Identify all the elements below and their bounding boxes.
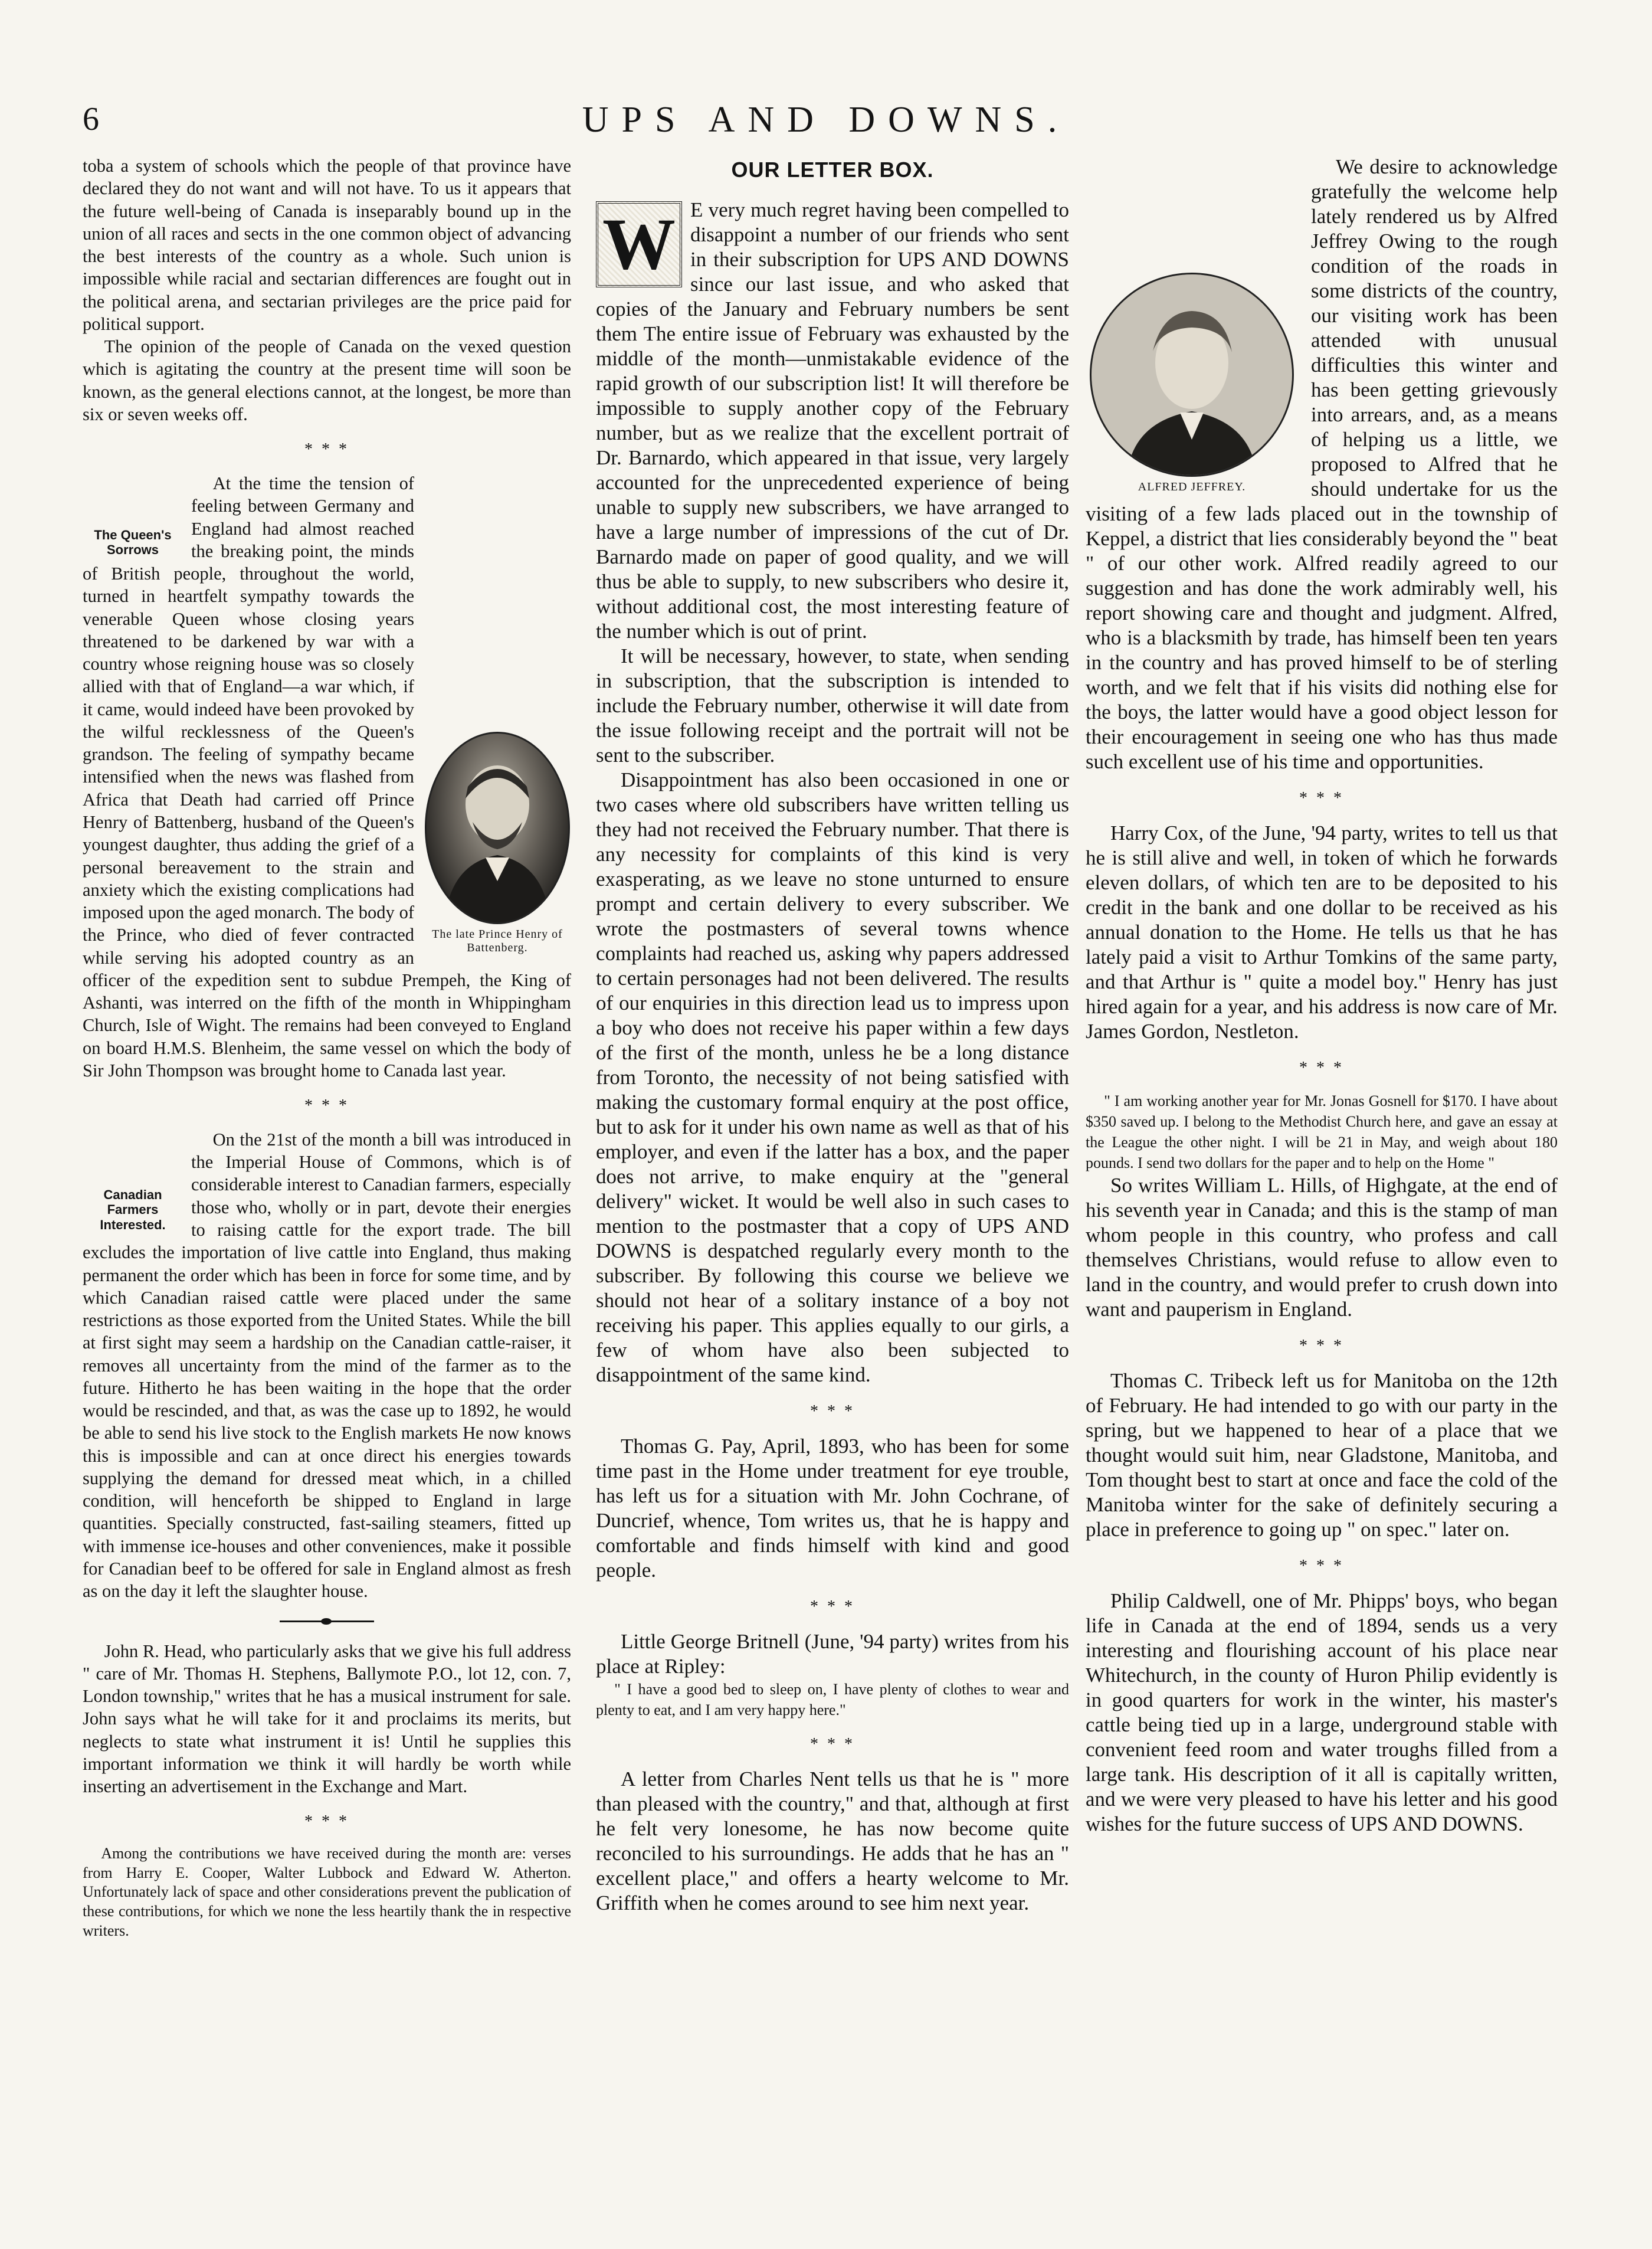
portrait-caption: The late Prince Henry of Battenberg. — [432, 927, 563, 954]
column-right — [1086, 155, 1558, 1836]
paragraph: The opinion of the people of Canada on the vexed question which is agitating the country at the present time will soon be known, as the general elections cannot, at the longest, be more than six or seven weeks off. — [83, 336, 571, 424]
paragraph: toba a system of schools which the people of that province have declared they do not want and will not have. To us it appears that the future well-being of Canada is inseparably bound up in the union of all races and sects in the one common object of advancing the best interests of the country as a whole. Such union is impossible while racial and sectarian differences are fought out in the political arena, and sectarian privileges are the price paid for political support. — [83, 156, 571, 334]
paragraph: A letter from Charles Nent tells us that he is " more than pleased with the country," and that, although at first he felt very lonesome, he has now become quite reconciled to his surroundings. He adds that he has an " excellent place," and offers a hearty welcome to Mr. Griffith when he comes around to see him next year. — [596, 1767, 1069, 1914]
section-separator: * * * — [1299, 789, 1344, 807]
masthead-title: UPS AND DOWNS. — [582, 100, 1070, 140]
paragraph: Thomas C. Tribeck left us for Manitoba on the 12th of February. He had intended to go with our party in the spring, but we happened to hear of a place that we thought would suit him, near Gladstone, Manitoba, and Tom thought best to start at once and face the cold of the Manitoba winter for the sake of definitely securing a place in preference to going up " on spec." later on. — [1086, 1369, 1558, 1541]
section-separator: * * * — [1299, 1556, 1344, 1575]
sidenote-canadian-farmers: Canadian Farmers Interested. — [100, 1187, 166, 1232]
section-separator: * * * — [810, 1734, 855, 1753]
divider-rule — [280, 1621, 374, 1622]
portrait-caption: ALFRED JEFFREY. — [1138, 480, 1246, 493]
section-separator: * * * — [1299, 1058, 1344, 1077]
section-separator: * * * — [304, 440, 349, 459]
paragraph: Philip Caldwell, one of Mr. Phipps' boys, who began life in Canada at the end of 1894, sends us a very interesting and flourishing account of his place near Whitechurch, in the county of Huron Philip evidently is in good quarters for work in the winter, his master's cattle being tied up in a large, underground stable with convenient feed room and water troughs filled from a large tank. His description of it all is capitally written, and we were very pleased to have his letter and his good wishes for the future success of UPS AND DOWNS. — [1086, 1589, 1558, 1835]
paragraph: So writes William L. Hills, of Highgate, at the end of his seventh year in Canada; and this is the stamp of man whom people in this country, who profess and call themselves Christians, would refuse to allow even to land in the country, and would prefer to crush down into want and pauperism in England. — [1086, 1173, 1558, 1321]
column-middle — [596, 155, 1069, 1916]
portrait-image — [1090, 273, 1294, 477]
paragraph: Thomas G. Pay, April, 1893, who has been for some time past in the Home under treatment for eye trouble, has left us for a situation with Mr. John Cochrane, of Duncrief, whence, Tom writes us, that he is happy and comfortable and finds himself with kind and good people. — [596, 1434, 1069, 1582]
paragraph: John R. Head, who particularly asks that we give his full address " care of Mr. Thomas H. Stephens, Ballymote P.O., lot 12, con. 7, London township," writes that he has a musical instrument for sale. John says what he will take for it and proclaims its merits, but neglects to state what instrument it is! Until he supplies this important information we think it will hardly be worth while inserting an advertisement in the Exchange and Mart. — [83, 1641, 571, 1797]
portrait-image — [425, 732, 570, 924]
portrait-illustration — [1092, 274, 1292, 475]
section-separator: * * * — [1299, 1336, 1344, 1355]
page-number: 6 — [83, 101, 99, 138]
paragraph: Among the contributions we have received during the month are: verses from Harry E. Cooper, Walter Lubbock and Edward W. Atherton. Unfortunately lack of space and other considerations prevent the publication of these contributions, for which we none the less heartily thank the in respective writers. — [83, 1845, 571, 1939]
section-title-letter-box: OUR LETTER BOX. — [731, 158, 934, 182]
section-separator: * * * — [304, 1096, 349, 1115]
paragraph: Harry Cox, of the June, '94 party, writes to tell us that he is still alive and well, in token of which he forwards eleven dollars, of which ten are to be deposited to his credit in the bank and one dollar to be received as his annual donation to the Home. He tells us that he has lately paid a visit to Arthur Tomkins of the same party, and that Arthur is " quite a model boy." Henry has just hired again for a year, and his address is now care of Mr. James Gordon, Nestleton. — [1086, 821, 1558, 1043]
portrait-alfred-jeffrey — [1086, 273, 1298, 494]
paragraph: E very much regret having been compelled to disappoint a number of our friends who sent in their subscription for UPS AND DOWNS since our last issue, and who asked that copies of the January and February numbers be sent them The entire issue of February was exhausted by the middle of the month—unmistakable evidence of the rapid growth of our subscription list! It will therefore be impossible to supply another copy of the February number, but as we realize that the excellent portrait of Dr. Barnardo, which appeared in that issue, very largely accounted for the unprecedented experience of being unable to supply new subscribers, we have arranged to have a large number of impressions of the cut of Dr. Barnardo made on paper of good quality, and we will thus be able to supply, to new subscribers who desire it, without additional cost, the most interesting feature of the number which is out of print. — [596, 198, 1069, 643]
paragraph: Disappointment has also been occasioned in one or two cases where old subscribers have written telling us they had not received the February number. That there is any necessity for complaints of this kind is very exasperating, as we leave no stone unturned to ensure prompt and certain delivery to every subscriber. We wrote the postmasters of several towns whence complaints had reached us, asking why papers addressed to certain personages had not been delivered. The results of our enquiries in this direction lead us to impress upon a boy who does not receive his paper within a few days of the first of the month, unless he be a long distance from Toronto, the necessity of not being satisfied with making the customary formal enquiry at the post office, but to ask for it under his own name as well as that of his employer, and even if the latter has a box, and the paper does not arrive, to make enquiry at the "general delivery" wicket. It would be well also in such cases to mention to the postmaster that a copy of UPS AND DOWNS is despatched regularly every month to the subscriber. By following this course we believe we should not hear of a solitary instance of a boy not receiving his paper. This applies equally to our girls, a few of whom have also been subjected to disappointment of the same kind. — [596, 768, 1069, 1387]
section-separator: * * * — [810, 1597, 855, 1616]
quotation: " I have a good bed to sleep on, I have plenty of clothes to wear and plenty to eat, and I am very happy here." — [596, 1680, 1069, 1718]
column-left — [83, 155, 571, 1940]
quotation: " I am working another year for Mr. Jonas Gosnell for $170. I have about $350 saved up. I belong to the Methodist Church here, and gave an essay at the League the other night. I will be 21 in May, and weigh about 180 pounds. I send two dollars for the paper and to help on the Home " — [1086, 1092, 1558, 1171]
paragraph: At the time the tension of feeling between Germany and England had almost reached the breaking point, the minds of British people, throughout the world, turned in heartfelt sympathy towards the venerable Queen whose closing years threatened to be darkened by war with a country whose reigning house was so closely allied with that of England—a war which, if it came, would indeed have been provoked by the wilful recklessness of the Queen's grandson. The feeling of sympathy became intensified when the news was flashed from Africa that Death had carried off Prince Henry of Battenberg, husband of the Queen's youngest daughter, thus adding the grief of a personal bereavement to the strain and anxiety which the existing complications had imposed upon the aged monarch. The body of the Prince, who died of fever contracted while serving his adopted country as an officer of the expedition sent to subdue Prempeh, the King of Ashanti, was interred on the fifth of the month in Whippingham Church, Isle of Wight. The remains had been conveyed to England on board H.M.S. Blenheim, the same vessel on which the body of Sir John Thompson was brought home to Canada last year. — [83, 473, 571, 1081]
dropcap-letter: W — [596, 201, 682, 287]
paragraph: We desire to acknowledge gratefully the welcome help lately rendered us by Alfred Jeffrey Owing to the rough condition of the roads in some districts of the country, our visiting work has been attended with unusual difficulties this winter and has been getting grievously into arrears, and, as a means of helping us a little, we proposed to Alfred that he should undertake for us the visiting of a few lads placed out in the township of Keppel, a district that lies considerably beyond the " beat " of our other work. Alfred readily agreed to our suggestion and has done the work admirably well, his report showing care and thought and judgment. Alfred, who is a blacksmith by trade, has himself been ten years in the country and has proved himself to be of sterling worth, and we felt that if his visits did nothing else for the boys, the latter would have a good object lesson for their encouragement in seeing one who has thus made such excellent use of his time and opportunities. — [1086, 155, 1558, 773]
paragraph: On the 21st of the month a bill was introduced in the Imperial House of Commons, which is of considerable interest to Canadian farmers, especially those who, wholly or in part, devote their energies to raising cattle for the export trade. The bill excludes the importation of live cattle into England, thus making permanent the order which has been in force for some time, and by which Canadian raised cattle were placed under the same restrictions as those exported from the United States. While the bill at first sight may seem a hardship on the Canadian cattle-raiser, it removes all uncertainty from the mind of the farmer as to the future. Hitherto he has been waiting in the hope that the order would be rescinded, and that, as was the case up to 1892, he would be able to send his live stock to the English markets He now knows this is impossible and can at once direct his energies towards supplying the demand for dressed meat which, in a chilled condition, will henceforth be shipped to England in large quantities. Specially constructed, fast-sailing steamers, fitted up with immense ice-houses and other conveniences, make it possible for Canadian beef to be offered for sale in England almost as fresh as on the day it left the slaughter house. — [83, 1129, 571, 1602]
portrait-illustration — [427, 734, 568, 922]
paragraph: It will be necessary, however, to state, when sending in subscription, that the subscription is intended to include the February number, otherwise it will date from the issue following receipt and the portrait will not be sent to the subscriber. — [596, 644, 1069, 767]
section-separator: * * * — [304, 1812, 349, 1831]
portrait-prince-henry — [424, 732, 571, 955]
paragraph: Little George Britnell (June, '94 party) writes from his place at Ripley: — [596, 1629, 1069, 1678]
sidenote-queens-sorrows: The Queen's Sorrows — [94, 527, 172, 558]
section-separator: * * * — [810, 1402, 855, 1421]
